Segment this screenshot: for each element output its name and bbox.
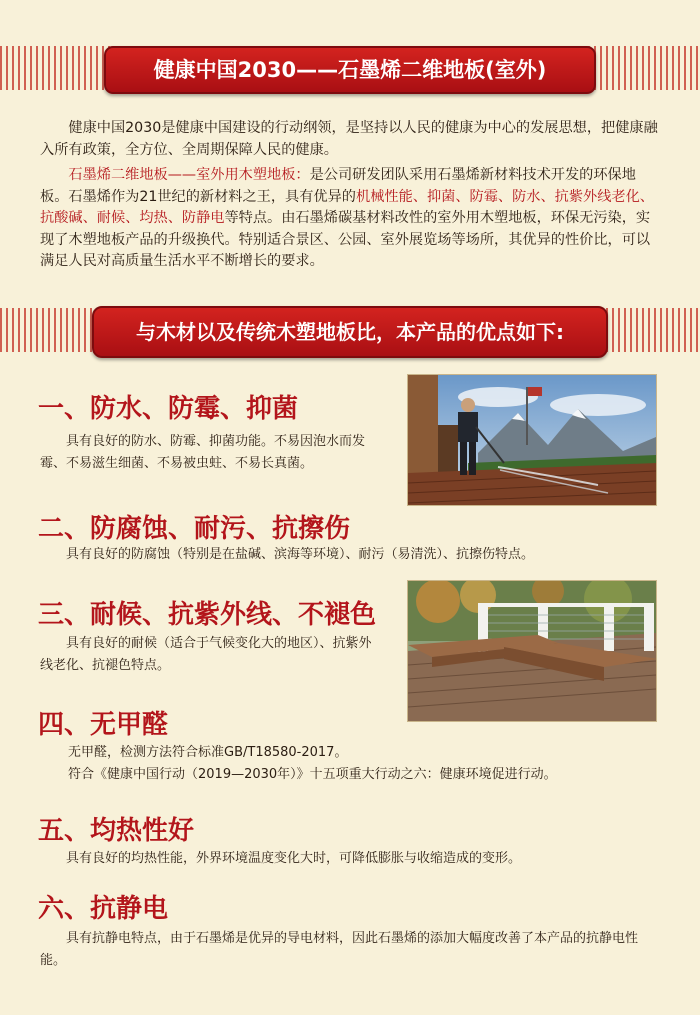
feature-4-desc-2: 符合《健康中国行动（2019—2030年）》十五项重大行动之六：健康环境促进行动。	[68, 767, 557, 782]
feature-4-desc: 无甲醛，检测方法符合标准GB/T18580-2017。	[68, 745, 348, 760]
feature-1-desc: 具有良好的防水、防霉、抑菌功能。不易因泡水而发霉、不易滋生细菌、不易被虫蛀、不易长真菌。	[40, 434, 366, 471]
feature-2-desc: 具有良好的防腐蚀（特别是在盐碱、滨海等环境）、耐污（易清洗）、抗擦伤特点。	[66, 547, 535, 562]
feature-1-title: 一、防水、防霉、抑菌	[38, 394, 299, 424]
intro-paragraph-1: 健康中国2030是健康中国建设的行动纲领，是坚持以人民的健康为中心的发展思想，把健康融入所有政策，全方位、全周期保障人民的健康。	[40, 120, 658, 158]
feature-3-title: 三、耐候、抗紫外线、不褪色	[38, 600, 377, 630]
product-name-highlight: 石墨烯二维地板——室外用木塑地板：	[68, 167, 310, 183]
feature-5-desc: 具有良好的均热性能，外界环境温度变化大时，可降低膨胀与收缩造成的变形。	[66, 851, 522, 866]
feature-5-title: 五、均热性好	[38, 816, 195, 846]
feature-6-title: 六、抗静电	[38, 894, 169, 924]
intro-p2-text-b: 等特点。由石墨烯碳基材料改性的室外用木塑地板，环保无污染，实现了木塑地板产品的升级换代。特别适合景区、公园、室外展览场等场所，其优异的性价比，可以满足人民对高质量生活水平不断增长的要求。	[40, 210, 651, 269]
section-banner-title: 健康中国2030——石墨烯二维地板(室外)	[104, 46, 596, 94]
feature-list-highlight: 机械性能、抑菌、防霉、防水、抗紫外线老化、抗酸碱、耐候、均热、防静电	[40, 188, 654, 226]
feature-4-title: 四、无甲醛	[38, 710, 169, 740]
feature-2-title: 二、防腐蚀、耐污、抗擦伤	[38, 514, 351, 544]
feature-3-desc: 具有良好的耐候（适合于气候变化大的地区）、抗紫外线老化、抗褪色特点。	[40, 636, 372, 673]
deck-bench-illustration	[408, 581, 656, 721]
deck-washing-illustration	[408, 375, 656, 505]
feature-6-desc: 具有抗静电特点，由于石墨烯是优异的导电材料，因此石墨烯的添加大幅度改善了本产品的抗静电性能。	[40, 931, 639, 968]
section-banner-advantages: 与木材以及传统木塑地板比，本产品的优点如下:	[92, 306, 608, 358]
intro-paragraph-2	[40, 165, 662, 273]
deck-washing-photo	[407, 374, 657, 506]
deck-bench-photo	[407, 580, 657, 722]
intro-p2-text-a: 是公司研发团队采用石墨烯新材料技术开发的环保地板。石墨烯作为21世纪的新材料之王，具有优异的	[40, 167, 636, 205]
